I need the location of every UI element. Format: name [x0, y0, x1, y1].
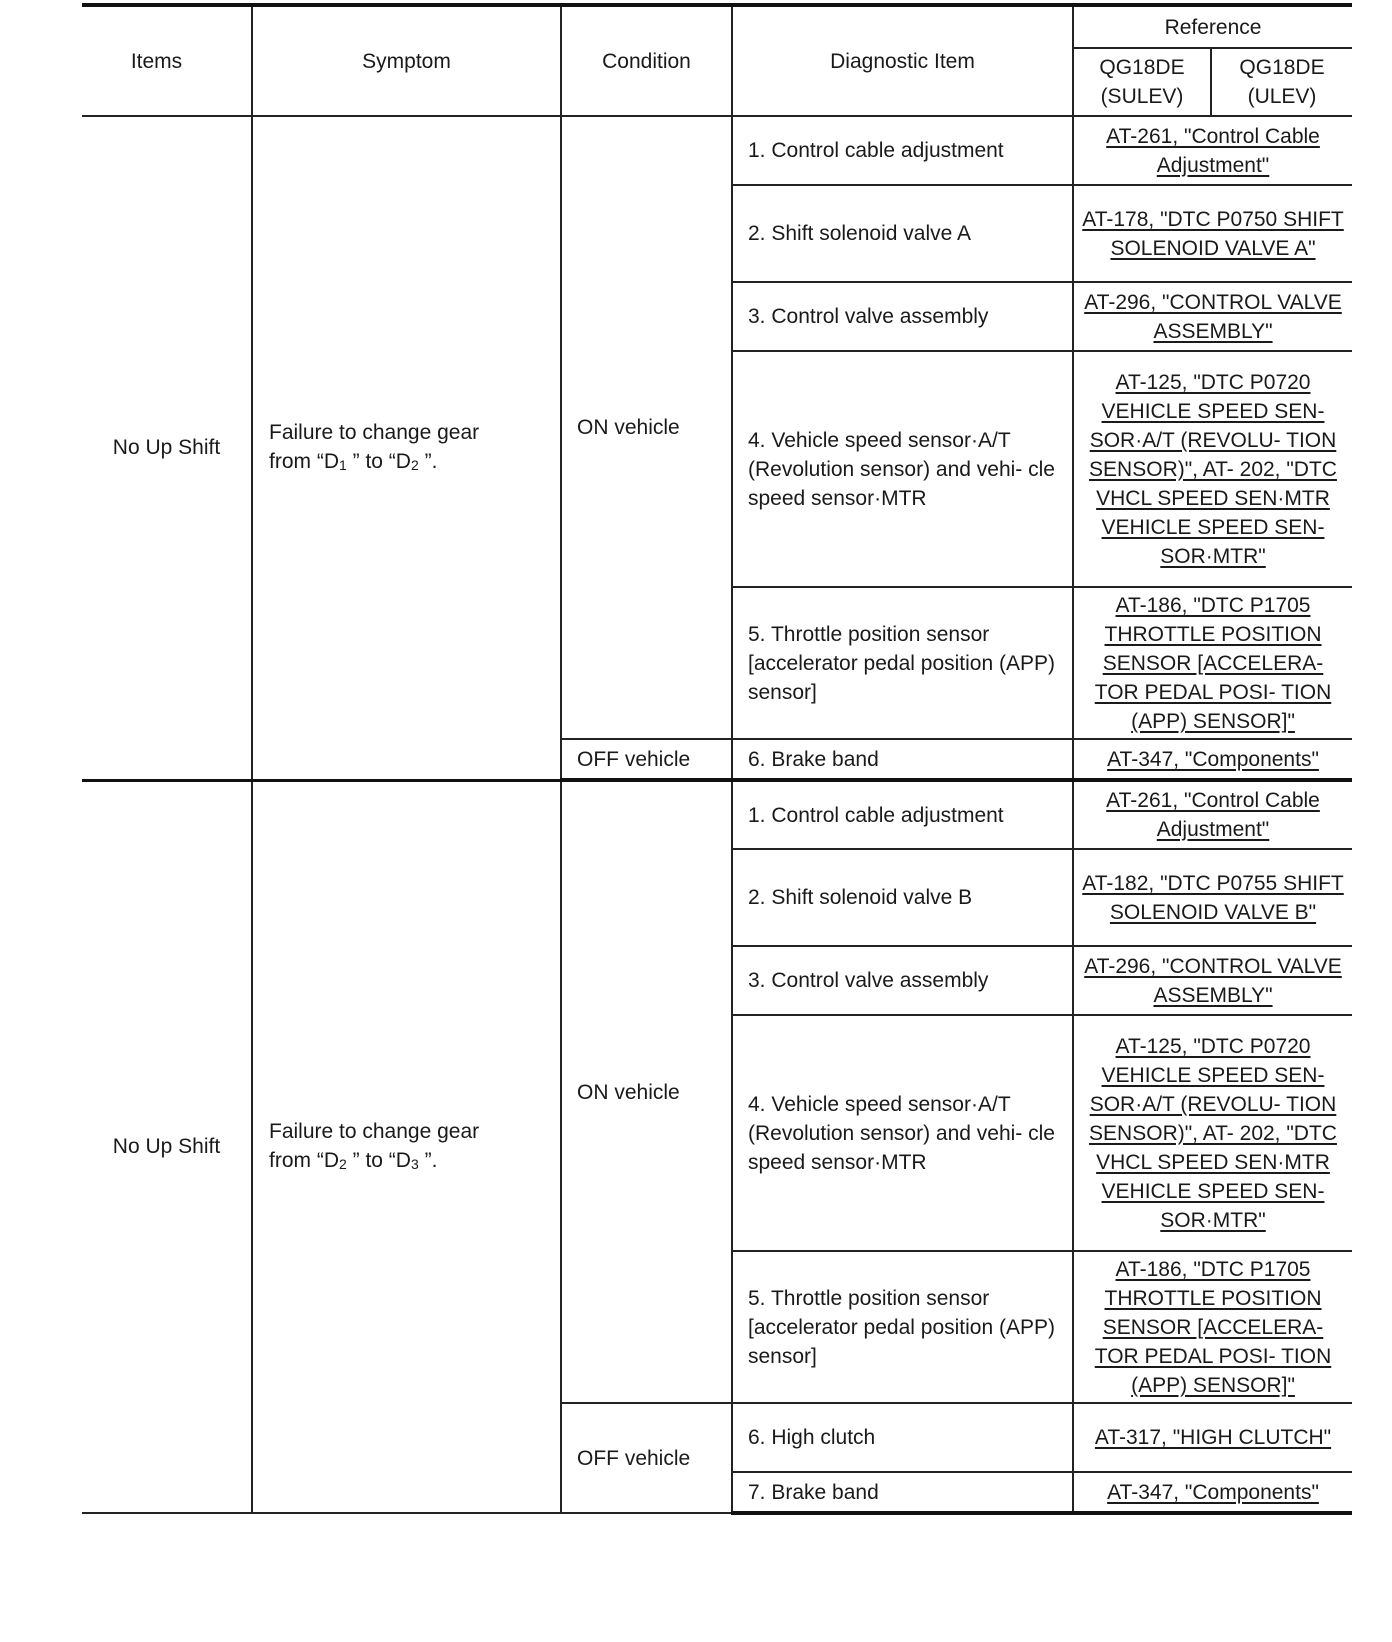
ref-ulev-grade: (ULEV) [1247, 85, 1317, 108]
diagnostic-table [82, 3, 1352, 1515]
diagnostic-item: 4. Vehicle speed sensor·A/T (Revolution sensor) and vehi- cle speed sensor·MTR [732, 1015, 1073, 1251]
reference-cell [1073, 1403, 1352, 1472]
condition-off-vehicle: OFF vehicle [561, 1403, 732, 1513]
reference-cell [1073, 185, 1352, 282]
diagnostic-item: 2. Shift solenoid valve B [732, 849, 1073, 946]
group-symptom [252, 116, 561, 780]
diagnostic-item: 6. High clutch [732, 1403, 1073, 1472]
ref-sulev-grade: (SULEV) [1100, 85, 1184, 108]
reference-cell [1073, 1251, 1352, 1403]
condition-off-vehicle: OFF vehicle [561, 739, 732, 780]
ref-sulev-engine: QG18DE [1099, 56, 1185, 79]
condition-on-vehicle: ON vehicle [561, 116, 732, 739]
condition-on-vehicle: ON vehicle [561, 780, 732, 1403]
group-1 [82, 116, 1352, 780]
ref-ulev-engine: QG18DE [1239, 56, 1325, 79]
diagnostic-item: 3. Control valve assembly [732, 946, 1073, 1015]
diagnostic-item: 5. Throttle position sensor [accelerator pedal position (APP) sensor] [732, 1251, 1073, 1403]
diagnostic-item: 7. Brake band [732, 1472, 1073, 1513]
diagnostic-item: 2. Shift solenoid valve A [732, 185, 1073, 282]
reference-link[interactable]: AT-347, "Components" [1107, 747, 1319, 771]
reference-cell [1073, 1472, 1352, 1513]
reference-link[interactable]: AT-125, "DTC P0720 VEHICLE SPEED SEN- SOR·A/T (REVOLU- TION SENSOR)", AT- 202, "DTC VHCL SPEED SEN·MTR VEHICLE SPEED SEN- SOR·MTR" [1089, 370, 1337, 568]
header-diagnostic-item: Diagnostic Item [732, 5, 1073, 116]
reference-cell [1073, 946, 1352, 1015]
header-ref-ulev [1211, 48, 1352, 116]
reference-link[interactable]: AT-182, "DTC P0755 SHIFT SOLENOID VALVE B" [1082, 871, 1344, 924]
diagnostic-item: 4. Vehicle speed sensor·A/T (Revolution sensor) and vehi- cle speed sensor·MTR [732, 351, 1073, 587]
diagnostic-item: 1. Control cable adjustment [732, 780, 1073, 849]
symptom-line-1: Failure to change gear [269, 1119, 480, 1143]
reference-link[interactable]: AT-261, "Control Cable Adjustment" [1106, 789, 1320, 841]
reference-link[interactable]: AT-125, "DTC P0720 VEHICLE SPEED SEN- SOR·A/T (REVOLU- TION SENSOR)", AT- 202, "DTC VHCL SPEED SEN·MTR VEHICLE SPEED SEN- SOR·MTR" [1089, 1034, 1337, 1232]
reference-link[interactable]: AT-296, "CONTROL VALVE ASSEMBLY" [1084, 290, 1342, 343]
reference-cell [1073, 739, 1352, 780]
diagnostic-item: 3. Control valve assembly [732, 282, 1073, 351]
group-item-label: No Up Shift [82, 780, 252, 1513]
group-symptom [252, 780, 561, 1513]
header-condition: Condition [561, 5, 732, 116]
reference-cell [1073, 351, 1352, 587]
reference-cell [1073, 116, 1352, 185]
reference-cell [1073, 282, 1352, 351]
symptom-line-2: from “$D_2$ ” to “$D_3$ ”. [269, 1148, 438, 1172]
reference-link[interactable]: AT-178, "DTC P0750 SHIFT SOLENOID VALVE A" [1082, 207, 1344, 260]
header-symptom: Symptom [252, 5, 561, 116]
group-2 [82, 780, 1352, 1513]
reference-link[interactable]: AT-347, "Components" [1107, 1480, 1319, 1504]
reference-link[interactable]: AT-296, "CONTROL VALVE ASSEMBLY" [1084, 954, 1342, 1007]
diagnostic-item: 6. Brake band [732, 739, 1073, 780]
reference-cell [1073, 1015, 1352, 1251]
reference-cell [1073, 780, 1352, 849]
diagnostic-item: 1. Control cable adjustment [732, 116, 1073, 185]
header-ref-sulev [1073, 48, 1211, 116]
reference-link[interactable]: AT-261, "Control Cable Adjustment" [1106, 124, 1320, 177]
reference-link[interactable]: AT-186, "DTC P1705 THROTTLE POSITION SENSOR [ACCELERA- TOR PEDAL POSI- TION (APP) SENSOR]" [1094, 593, 1332, 733]
group-item-label: No Up Shift [82, 116, 252, 780]
header-items: Items [82, 5, 252, 116]
diagnostic-item: 5. Throttle position sensor [accelerator pedal position (APP) sensor] [732, 587, 1073, 739]
reference-link[interactable]: AT-317, "HIGH CLUTCH" [1094, 1426, 1332, 1449]
symptom-line-2: from “$D_1$ ” to “$D_2$ ”. [269, 449, 438, 473]
reference-cell [1073, 849, 1352, 946]
header-reference: Reference [1073, 5, 1352, 48]
reference-link[interactable]: AT-186, "DTC P1705 THROTTLE POSITION SENSOR [ACCELERA- TOR PEDAL POSI- TION (APP) SENSOR]" [1094, 1257, 1332, 1397]
symptom-line-1: Failure to change gear [269, 420, 480, 444]
reference-cell [1073, 587, 1352, 739]
